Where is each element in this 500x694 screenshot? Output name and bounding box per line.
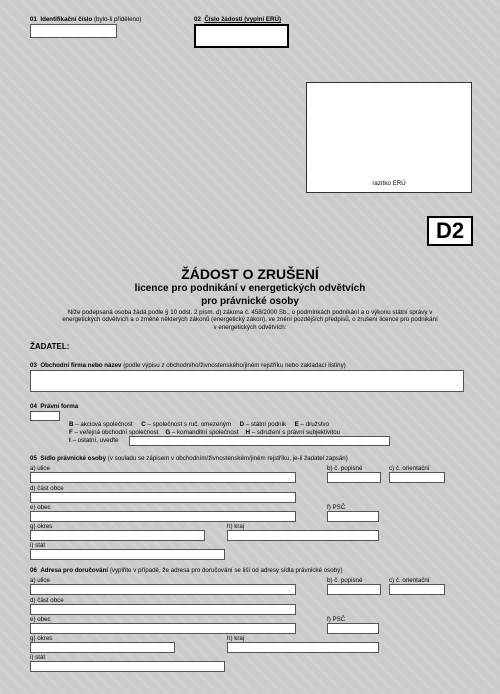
s05-municipality-label: e) obec	[30, 504, 51, 511]
s05-orientation-number-label: c) č. orientační	[389, 465, 430, 472]
s05-house-number-input[interactable]	[327, 472, 381, 483]
s06-house-number-label: b) č. popisné	[327, 577, 363, 584]
field02-label	[194, 16, 281, 23]
s06-street-input[interactable]	[30, 584, 296, 595]
s06-state-label: i) stát	[30, 654, 46, 661]
field02-number: 02	[194, 16, 201, 23]
s05-postcode-input[interactable]	[327, 511, 379, 522]
s06-orientation-number-input[interactable]	[389, 584, 445, 595]
field01-label	[30, 16, 141, 23]
s06-house-number-input[interactable]	[327, 584, 381, 595]
form-subtitle-2: pro právnické osoby	[201, 296, 299, 307]
applicant-heading: ŽADATEL:	[30, 342, 70, 351]
intro-line: Níže podepsaná osoba žádá podle § 10 odst. 2 písm. d) zákona č. 458/2000 Sb., o podmínkách podnikání a o výkonu státní správy v	[67, 309, 433, 316]
s06-region-input[interactable]	[227, 642, 379, 653]
s06-municipality-input[interactable]	[30, 623, 296, 634]
s05-municipality-input[interactable]	[30, 511, 296, 522]
s05-region-label: h) kraj	[227, 523, 245, 530]
s05-street-label: a) ulice	[30, 465, 50, 472]
stamp-label: razítko ERÚ	[372, 180, 406, 187]
s05-district-part-input[interactable]	[30, 492, 296, 503]
s05-postcode-label: f) PSČ	[327, 504, 346, 511]
legal-form-other-label: I – ostatní, uveďte	[69, 437, 119, 444]
s05-county-label: g) okres	[30, 523, 53, 530]
stamp-box	[306, 82, 472, 193]
s06-postcode-input[interactable]	[327, 623, 379, 634]
s06-municipality-label: e) obec	[30, 616, 51, 623]
field02-title: Číslo žádosti (vyplní ERÚ)	[204, 16, 282, 23]
s05-state-input[interactable]	[30, 549, 225, 560]
legal-form-input[interactable]	[30, 411, 60, 421]
s05-region-input[interactable]	[227, 530, 379, 541]
section03-label: 03 Obchodní firma nebo název (podle výpisu z obchodního/živnostenského/jiném rejstříku nebo zakladací listiny)	[30, 362, 346, 369]
form-subtitle-1: licence pro podnikání v energetických odvětvích	[134, 283, 366, 294]
section04-label: 04 Právní forma	[30, 403, 79, 410]
s06-region-label: h) kraj	[227, 635, 245, 642]
s05-orientation-number-input[interactable]	[389, 472, 445, 483]
form-title: ŽÁDOST O ZRUŠENÍ	[181, 266, 319, 282]
legal-form-legend-row-1: B – akciová společnost C – společnost s ruč. omezeným D – státní podnik E – družstvo	[69, 421, 330, 428]
intro-line: v energetických odvětvích:	[213, 323, 287, 331]
id-number-input[interactable]	[30, 24, 117, 38]
s06-street-label: a) ulice	[30, 577, 50, 584]
legal-form-legend-row-2: F – veřejná obchodní společnost G – komanditní společnost H – sdružení s právní subjektivitou	[69, 429, 341, 436]
section05-label: 05 Sídlo právnické osoby (v souladu se zápisem v obchodním/živnostenském/jiném rejstříku, je-li žadatel zapsán)	[30, 455, 348, 462]
s06-county-label: g) okres	[30, 635, 53, 642]
field01-title: Identifikační číslo	[40, 16, 93, 23]
intro-paragraph	[40, 309, 460, 331]
field01-number: 01	[30, 16, 37, 23]
s05-county-input[interactable]	[30, 530, 205, 541]
s06-postcode-label: f) PSČ	[327, 616, 346, 623]
request-number-input[interactable]	[194, 24, 289, 48]
s05-street-input[interactable]	[30, 472, 296, 483]
s06-state-input[interactable]	[30, 661, 225, 672]
s05-state-label: i) stát	[30, 542, 46, 549]
section06-label: 06 Adresa pro doručování (vyplňte v případě, že adresa pro doručování se liší od adresy sídla právnické osoby)	[30, 567, 343, 574]
field01-note: (bylo-li přiděleno)	[94, 16, 142, 23]
intro-line: energetických odvětvích a o změně některých zákonů (energetický zákon), ve znění pozdějších předpisů, o zrušení licence pro podnikání	[62, 316, 438, 324]
legal-form-other-input[interactable]	[129, 436, 390, 446]
s06-district-part-label: d) část obce	[30, 597, 64, 604]
s05-house-number-label: b) č. popisné	[327, 465, 363, 472]
s05-district-part-label: d) část obce	[30, 485, 64, 492]
company-name-input[interactable]	[30, 370, 464, 392]
s06-county-input[interactable]	[30, 642, 175, 653]
form-code-badge: D2	[427, 216, 473, 246]
s06-orientation-number-label: c) č. orientační	[389, 577, 430, 584]
s06-district-part-input[interactable]	[30, 604, 296, 615]
